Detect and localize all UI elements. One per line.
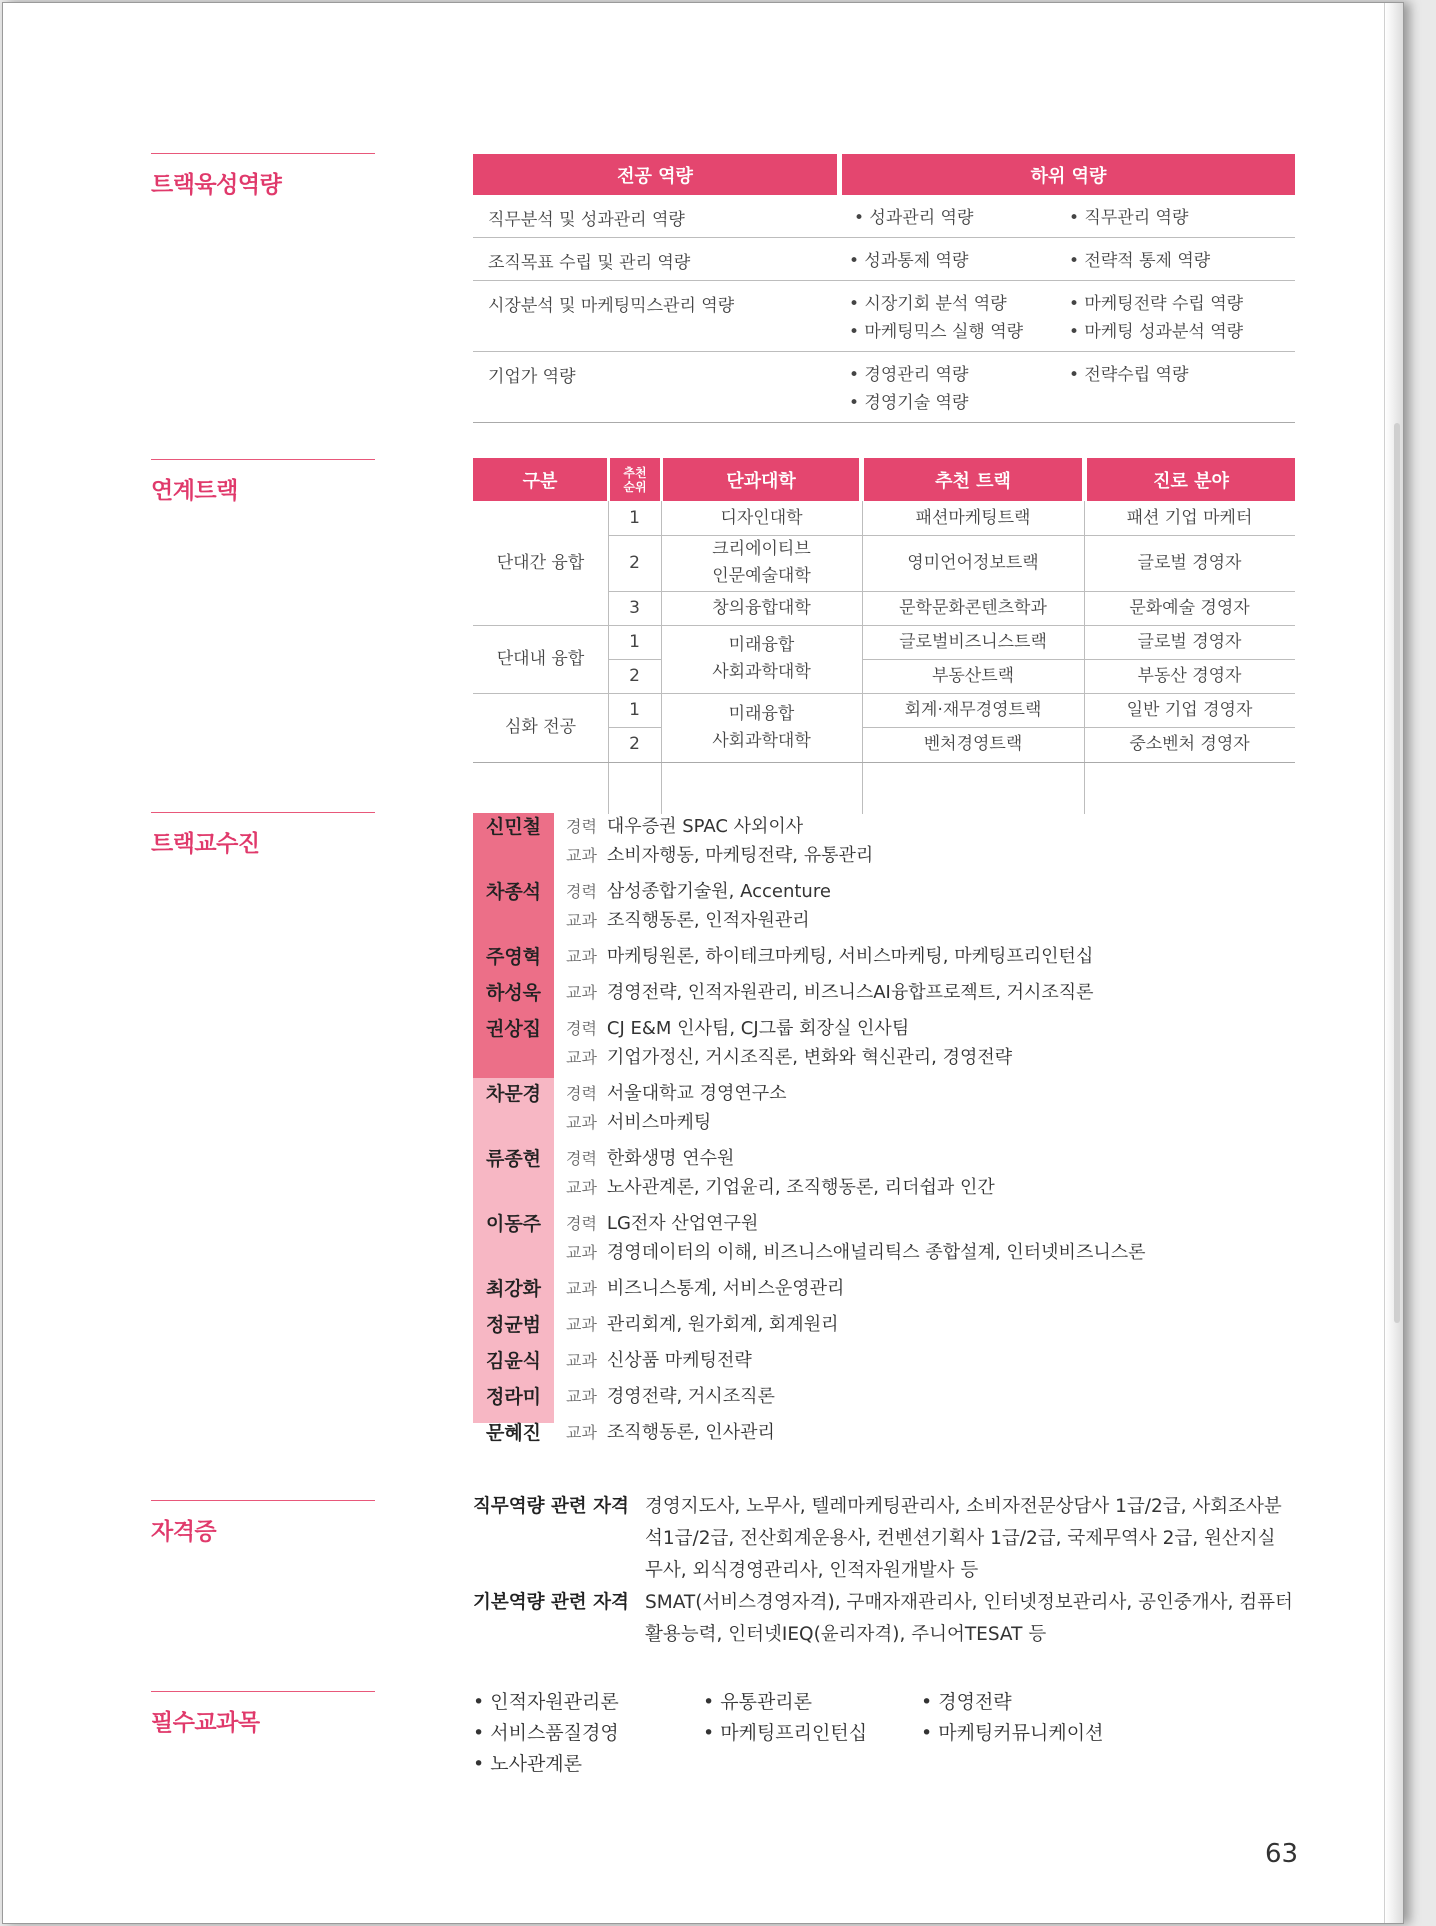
- sub-competency-right: • 전략적 통제 역량: [1069, 251, 1211, 271]
- faculty-career: 경력 삼성종합기술원, Accenture: [566, 881, 831, 902]
- career-cell: 패션 기업 마케터: [1126, 507, 1253, 528]
- track-cell: 패션마케팅트랙: [915, 507, 1031, 528]
- sub-competency-left: • 시장기회 분석 역량 • 마케팅믹스 실행 역량: [849, 294, 1024, 342]
- section-heading-competency: 트랙육성역량: [151, 153, 375, 199]
- sub-competency-right: • 전략수립 역량: [1069, 365, 1189, 385]
- faculty-name: 정라미: [485, 1386, 542, 1408]
- sub-competency-right: • 마케팅전략 수립 역량 • 마케팅 성과분석 역량: [1069, 294, 1244, 342]
- rank-cell: 1: [629, 507, 640, 528]
- sub-competency-right: • 직무관리 역량: [1069, 208, 1189, 228]
- college-cell: 크리에이티브 인문예술대학: [712, 539, 811, 586]
- certificate-label: 직무역량 관련 자격: [473, 1496, 629, 1517]
- faculty-courses: 교과 경영전략, 인적자원관리, 비즈니스AI융합프로젝트, 거시조직론: [566, 982, 1094, 1003]
- sub-competency-left: • 성과관리 역량: [854, 208, 974, 228]
- required-course: • 마케팅프리인턴십: [703, 1722, 868, 1744]
- header-rank: 추천 순위: [610, 458, 660, 501]
- required-course: • 인적자원관리론: [473, 1691, 619, 1713]
- sub-competency-left: • 경영관리 역량 • 경영기술 역량: [849, 365, 969, 413]
- table-row: [473, 352, 1295, 423]
- faculty-name: 주영혁: [485, 946, 542, 968]
- career-cell: 일반 기업 경영자: [1126, 699, 1253, 720]
- career-cell: 글로벌 경영자: [1137, 552, 1242, 573]
- page-number: 63: [1265, 1839, 1299, 1869]
- track-cell: 문학문화콘텐츠학과: [899, 597, 1047, 618]
- faculty-courses: 교과 마케팅원론, 하이테크마케팅, 서비스마케팅, 마케팅프리인턴십: [566, 946, 1094, 967]
- sub-competency-left: • 성과통제 역량: [849, 251, 969, 271]
- header-category: 구분: [473, 458, 607, 501]
- career-cell: 글로벌 경영자: [1137, 631, 1242, 652]
- major-competency: 조직목표 수립 및 관리 역량: [488, 253, 691, 273]
- table-row: [473, 281, 1295, 352]
- faculty-career: 경력 LG전자 산업연구원: [566, 1213, 759, 1234]
- faculty-name: 최강화: [485, 1278, 542, 1300]
- required-course: • 마케팅커뮤니케이션: [921, 1722, 1104, 1744]
- section-heading-certificates: 자격증: [151, 1500, 375, 1546]
- track-cell: 벤처경영트랙: [923, 734, 1023, 754]
- career-cell: 부동산 경영자: [1137, 665, 1242, 686]
- faculty-courses: 교과 경영전략, 거시조직론: [566, 1386, 775, 1407]
- scroll-indicator: [1394, 423, 1400, 1323]
- major-competency: 직무분석 및 성과관리 역량: [488, 210, 685, 230]
- group-cell: 단대간 융합: [496, 552, 585, 573]
- section-heading-required: 필수교과목: [151, 1691, 375, 1737]
- college-cell: 디자인대학: [720, 507, 803, 528]
- rank-cell: 1: [629, 699, 640, 720]
- faculty-courses: 교과 신상품 마케팅전략: [566, 1350, 752, 1371]
- divider: [473, 762, 1295, 763]
- faculty-courses: 교과 서비스마케팅: [566, 1112, 712, 1133]
- competency-table: [473, 154, 1295, 423]
- rank-cell: 2: [629, 734, 640, 754]
- college-cell: 창의융합대학: [712, 597, 811, 618]
- section-heading-linked-track: 연계트랙: [151, 459, 375, 505]
- faculty-courses: 교과 비즈니스통계, 서비스운영관리: [566, 1278, 845, 1299]
- certificate-text: SMAT(서비스경영자격), 구매자재관리사, 인터넷정보관리사, 공인중개사, 컴퓨터활용능력, 인터넷IEQ(윤리자격), 주니어TESAT 등: [645, 1592, 1293, 1645]
- career-cell: 문화예술 경영자: [1129, 597, 1250, 618]
- faculty-courses: 교과 소비자행동, 마케팅전략, 유통관리: [566, 845, 874, 866]
- track-cell: 부동산트랙: [931, 665, 1015, 686]
- faculty-career: 경력 CJ E&M 인사팀, CJ그룹 회장실 인사팀: [566, 1018, 910, 1039]
- competency-table-header: [473, 154, 1295, 195]
- document-page: [2, 2, 1404, 1924]
- header-sub-competency: 하위 역량: [842, 154, 1295, 195]
- faculty-name: 권상집: [485, 1018, 542, 1040]
- faculty-courses: 교과 경영데이터의 이해, 비즈니스애널리틱스 종합설계, 인터넷비즈니스론: [566, 1242, 1146, 1263]
- group-cell: 심화 전공: [504, 717, 577, 737]
- header-college: 단과대학: [663, 458, 859, 501]
- certificate-label: 기본역량 관련 자격: [473, 1592, 629, 1613]
- rank-cell: 2: [629, 552, 640, 573]
- section-heading-faculty: 트랙교수진: [151, 812, 375, 858]
- header-career: 진로 분야: [1087, 458, 1295, 501]
- certificate-text: 경영지도사, 노무사, 텔레마케팅관리사, 소비자전문상담사 1급/2급, 사회조사분석1급/2급, 전산회계운용사, 컨벤션기획사 1급/2급, 국제무역사 2급, 원산지실무사, 외식경영관리사, 인적자원개발사 등: [645, 1496, 1282, 1581]
- rank-cell: 1: [629, 631, 640, 652]
- faculty-courses: 교과 조직행동론, 인적자원관리: [566, 910, 810, 931]
- faculty-career: 경력 한화생명 연수원: [566, 1148, 735, 1169]
- major-competency: 기업가 역량: [488, 367, 576, 387]
- faculty-career: 경력 서울대학교 경영연구소: [566, 1083, 787, 1104]
- faculty-name: 김윤식: [485, 1350, 542, 1372]
- faculty-name: 하성욱: [485, 982, 542, 1004]
- table-row: [473, 195, 1295, 238]
- track-cell: 글로벌비즈니스트랙: [899, 631, 1047, 652]
- faculty-name: 정균범: [485, 1314, 542, 1336]
- required-course: • 경영전략: [921, 1691, 1012, 1713]
- header-track: 추천 트랙: [864, 458, 1082, 501]
- required-course: • 유통관리론: [703, 1691, 813, 1713]
- group-cell: 단대내 융합: [496, 648, 585, 669]
- faculty-name: 차문경: [485, 1083, 542, 1105]
- rank-cell: 3: [629, 597, 640, 618]
- college-cell: 미래융합 사회과학대학: [712, 635, 811, 682]
- college-cell: 미래융합 사회과학대학: [712, 703, 811, 751]
- faculty-career: 경력 대우증권 SPAC 사외이사: [566, 816, 804, 837]
- faculty-name: 이동주: [485, 1213, 542, 1235]
- track-cell: 회계·재무경영트랙: [904, 699, 1042, 720]
- table-row: [473, 238, 1295, 281]
- required-course: • 서비스품질경영: [473, 1722, 619, 1744]
- faculty-courses: 교과 노사관계론, 기업윤리, 조직행동론, 리더쉽과 인간: [566, 1177, 995, 1198]
- faculty-courses: 교과 조직행동론, 인사관리: [566, 1422, 775, 1443]
- faculty-courses: 교과 관리회계, 원가회계, 회계원리: [566, 1314, 839, 1335]
- faculty-name: 문혜진: [485, 1422, 542, 1444]
- faculty-name: 신민철: [485, 816, 542, 838]
- header-major-competency: 전공 역량: [473, 154, 837, 195]
- faculty-courses: 교과 기업가정신, 거시조직론, 변화와 혁신관리, 경영전략: [566, 1047, 1013, 1068]
- career-cell: 중소벤처 경영자: [1129, 734, 1250, 754]
- rank-cell: 2: [629, 665, 640, 686]
- required-course: • 노사관계론: [473, 1753, 583, 1775]
- faculty-name: 류종현: [485, 1148, 542, 1170]
- faculty-name: 차종석: [485, 881, 542, 903]
- track-cell: 영미언어정보트랙: [907, 552, 1039, 573]
- major-competency: 시장분석 및 마케팅믹스관리 역량: [488, 296, 735, 316]
